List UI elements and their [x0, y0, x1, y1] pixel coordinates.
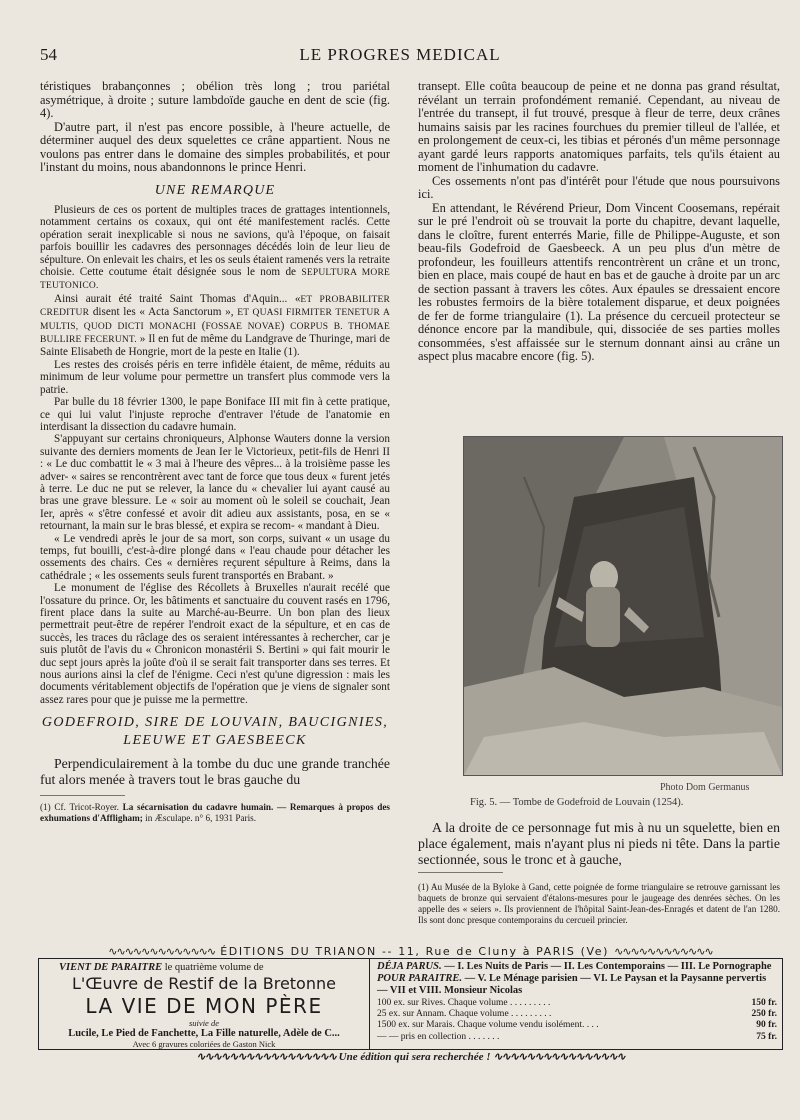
paragraph: En attendant, le Révérend Prieur, Dom Vincent Coosemans, repérait sur le pré l'endroit où se trouvait la porte du chapitre, devant laquelle, dans le cloître, furent enterrés Marie, fille de Philippe-Auguste, et son beau-fils Godefroid de Gaesbeeck. A un peu plus d'un mètre de profondeur, les fouilleurs attentifs rencontrèrent un crâne et un tronc, bien en place, mais coupé de haut en bas et de gauche à droite par un arc de section passant à travers les côtes. Aux épaules se dressaient encore les robustes fermoirs de la bière totalement disparue, et deux poignées de fer de forme triangulaire (1). La présence du cercueil protecteur se dénonce encore par la mandibule, qui, dissociée de ses parties molles consommées, s'est affaissée sur le sternum donnant ainsi au crâne un aspect plus macabre encore (fig. 5). [418, 200, 780, 363]
section-title: UNE REMARQUE [154, 182, 276, 198]
paragraph: transept. Elle coûta beaucoup de peine et ne donna pas grand résultat, révélant un terrain profondément remanié. Cependant, au niveau de l'entrée du transept, il fut trouvé, presque à fleur de terre, deux crânes humains saisis par les racines fourchues du premier tilleul de l'allée, et en prolongement de ceux-ci, les tibias et péronés d'un même personnage ayant gardé leurs rapports anatomiques parfaits, tels qu'ils étaient au moment de l'inhumation du cadavre. [418, 79, 780, 174]
advertisement [38, 945, 783, 1063]
price-row: — — pris en collection . . . . . . . 75 fr. [377, 1031, 777, 1042]
paragraph: S'appuyant sur certains chroniqueurs, Alphonse Wauters donne la version suivante des derniers moments de Jean Ier le Victorieux, petit-fils de Henri II : « Le duc combattit le « 3 mai à l'heure des vêpres... à la troisième passe les adver- « saires se rencontrèrent avec tant de force que tous deux « furent jetés à terre. Le duc ne put se relever, la lance du « chevalier lui ayant causé au bras une grave blessure. Le « soir au moment où le soleil se couchait, Jean Ier, après « s'être confessé et avoir dit adieu aux assistants, posa, en se « retournant, la main sur le bras blessé, et expira se recom- « mandant à Dieu. [40, 433, 390, 533]
paragraph: Par bulle du 18 février 1300, le pape Boniface III mit fin à cette pratique, ce qui lui valut l'injuste reproche d'entraver l'étude de l'anatomie en interdisant la dissection du cadavre humain. [40, 396, 390, 433]
section-title: GODEFROID, SIRE DE LOUVAIN, BAUCIGNIES, LEEUWE ET GAESBEECK [41, 715, 389, 749]
price-row: 1500 ex. sur Marais. Chaque volume vendu isolément. . . . 90 fr. [377, 1020, 777, 1031]
footnote: (1) Cf. Tricot-Royer. La sécarnisation du cadavre humain. — Remarques à propos des exhumations d'Affligham; in Æsculape. n° 6, 1931 Paris. [40, 801, 391, 823]
paragraph: « Le vendredi après le jour de sa mort, son corps, suivant « un usage du temps, fut bouilli, c'est-à-dire plongé dans « l'eau chaude pour détacher les ossements des chairs. Ces « dernières reçurent sépulture à Reims, dans la cathédrale ; « les ossements seuls furent transportés en Brabant. » [40, 532, 390, 582]
page-number: 54 [40, 45, 57, 64]
paragraph: téristiques brabançonnes ; obélion très long ; trou pariétal asymétrique, à droite ; suture lambdoïde gauche en dent de scie (fig. 4). [40, 79, 390, 120]
ad-kicker: VIENT DE PARAITRE [59, 962, 163, 973]
footnote-rule [40, 795, 125, 796]
running-title: LE PROGRES MEDICAL [299, 45, 501, 64]
paragraph: A la droite de ce personnage fut mis à nu un squelette, bien en place également, mais n'ayant plus ni pieds ni tête. Dans la partie sectionnée, sous le tronc et à gauche, [418, 820, 780, 867]
paragraph: D'autre part, il n'est pas encore possible, à l'heure actuelle, de déterminer auquel des deux squelettes ce crâne appartient. Nous ne voulons pas entrer dans le domaine des simples probabilités, et pour l'instant du moins, nous abandonnons le prince Henri. [40, 119, 390, 174]
paragraph: Ces ossements n'ont pas d'intérêt pour l'étude que nous poursuivons ici. [418, 173, 780, 201]
photo-credit: Photo Dom Germanus [660, 782, 750, 793]
ad-title: LA VIE DE MON PÈRE [85, 994, 323, 1018]
paragraph: Perpendiculairement à la tombe du duc une grande tranchée fut alors menée à travers tout le bras gauche du [40, 756, 390, 788]
excavation-photo [463, 436, 783, 776]
right-column [418, 80, 780, 364]
ad-left-panel: VIENT DE PARAITRE le quatrième volume de L'Œuvre de Restif de la Bretonne LA VIE DE MON PÈRE suivie de Lucile, Le Pied de Fanchette, La Fille naturelle, Adèle de C... Avec 6 gravures coloriées de Gaston Nick [39, 959, 370, 1049]
paragraph: Le monument de l'église des Récollets à Bruxelles n'aurait recélé que l'ossature du prince. Or, les bâtiments et sanctuaire du couvent rasés en 1796, firent place dans la suite au Marché-au-Beurre. Un bon plan des lieux permettrait peut-être de repérer l'endroit exact de la sépulture, et en cas de succès, les traces du râclage des os seraient intéressantes à rechercher, car je suis plutôt de l'avis du « Chronicon monastérii S. Bertini » qui fait mourir le duc sept jours après la joûte d'où il se serait fait transporter dans ses terres. Et nous aurions ainsi la clef de l'énigme. Ceci n'est qu'une digression : mais les documents véritablement objectifs de l'opération que je viens de signaler sont assez rares pour que je puisse me la permettre. [40, 582, 390, 706]
ad-box [38, 958, 783, 1050]
ad-series: L'Œuvre de Restif de la Bretonne [72, 974, 336, 993]
price-row: 25 ex. sur Annam. Chaque volume . . . . . . . . . 250 fr. [377, 1009, 777, 1020]
figure-caption: Fig. 5. — Tombe de Godefroid de Louvain (1254). [470, 797, 684, 808]
ad-bottom-line: ∿∿∿∿∿∿∿∿∿∿∿∿∿∿∿∿∿ Une édition qui sera recherchée ! ∿∿∿∿∿∿∿∿∿∿∿∿∿∿∿∿ [196, 1051, 625, 1063]
ad-right-panel: DÉJA PARUS. — I. Les Nuits de Paris — II. Les Contemporains — III. Le Pornographe POUR PARAITRE. — V. Le Ménage parisien — VI. Le Paysan et la Paysanne pervertis — VII et VIII. Monsieur Nicolas 100 ex. sur Rives. Chaque volume . . . . . . . . . 150 fr. 25 ex. sur Annam. Chaque volume . . . . . . . . . 250 fr. 1500 ex. sur Marais. Chaque volume vendu isolément. . . . 90 fr. — — pris en collection . . . . . . . 75 fr. [377, 961, 777, 1042]
left-column [40, 80, 390, 823]
tomb-photo-image [464, 437, 782, 775]
paragraph: Les restes des croisés péris en terre infidèle étaient, de même, réduits au minimum de leur volume pour permettre un transfert plus commode vers la patrie. [40, 358, 390, 396]
ad-top-bar: ∿∿∿∿∿∿∿∿∿∿∿∿∿ ÉDITIONS DU TRIANON -- 11, Rue de Cluny à PARIS (Ve) ∿∿∿∿∿∿∿∿∿∿∿∿ [108, 945, 713, 958]
paragraph: Ainsi aurait été traité Saint Thomas d'Aquin... «ET PROBABILITER CREDITUR disent les « Acta Sanctorum », ET QUASI FIRMITER TENETUR A MULTIS, QUOD DICTI MONACHI (FOSSAE NOVAE) CORPUS B. THOMAE BULLIRE FECERUNT. » Il en fut de même du Landgrave de Thuringe, mari de Sainte Elisabeth de Hongrie, mort de la peste en Italie (1). [40, 292, 391, 359]
footnote: (1) Au Musée de la Byloke à Gand, cette poignée de forme triangulaire se retrouve garnissant les baquets de bronze qui servaient d'étalons-mesures pour le jaugeage des denrées sèches. On les appelle des « seiers ». Ils proviennent de l'hôpital Saint-Jean-des-Enragés et datent de l'an 1280. Ils sont donc presque contemporains du cercueil princier. [418, 872, 780, 935]
price-row: 100 ex. sur Rives. Chaque volume . . . . . . . . . 150 fr. [377, 998, 777, 1008]
paragraph: Plusieurs de ces os portent de multiples traces de grattages intentionnels, notamment certains os coxaux, qui ont été manifestement raclés. Cette opération serait inexplicable si nous ne savions, qu'à l'époque, on faisait parfois bouillir les cadavres des personnages décédés loin de leur lieu de sépulture. On enlevait les chairs, et les os seuls étaient ramenés vers la retraite choisie. Cette coutume était désignée sous le nom de SEPULTURA MORE TEUTONICO. [40, 204, 391, 292]
ad-included-titles: Lucile, Le Pied de Fanchette, La Fille naturelle, Adèle de C... [68, 1028, 340, 1039]
